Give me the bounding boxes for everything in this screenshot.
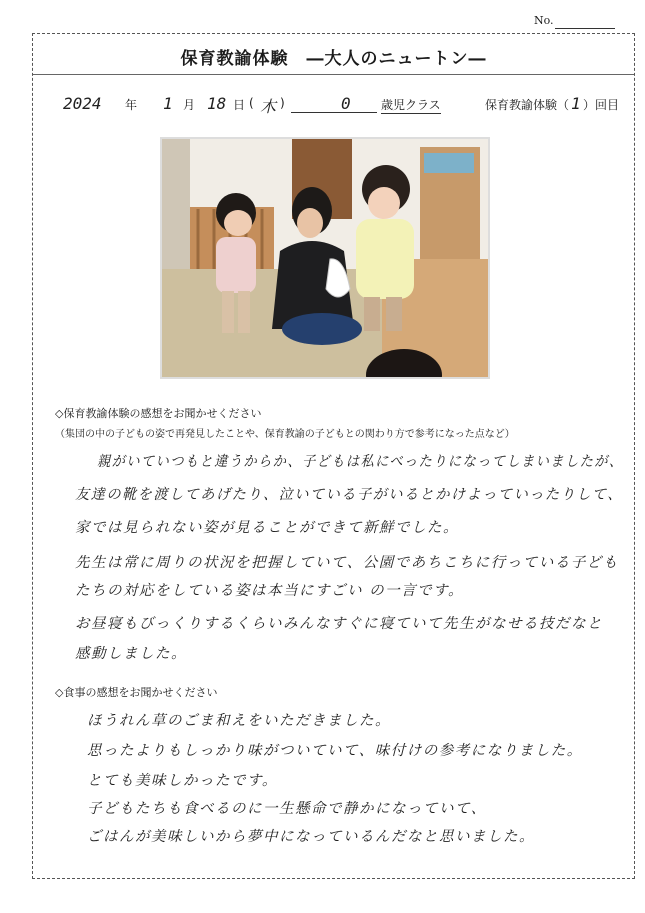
impression-line: たちの対応をしている姿は本当にすごい の一言です。 bbox=[75, 583, 464, 599]
meal-line: 子どもたちも食べるのに一生懸命で静かになっていて、 bbox=[87, 801, 487, 817]
meal-line: とても美味しかったです。 bbox=[87, 773, 278, 789]
experience-suffix: ）回目 bbox=[583, 98, 620, 112]
meal-line: 思ったよりもしっかり味がついていて、味付けの参考になりました。 bbox=[87, 743, 583, 759]
document-title: 保育教諭体験 ―大人のニュートン― bbox=[180, 49, 487, 69]
classroom-photo-illustration bbox=[162, 139, 488, 377]
year-label: 年 bbox=[125, 98, 138, 112]
experience-value: 1 bbox=[571, 94, 581, 113]
year-value: 2024 bbox=[63, 94, 102, 113]
number-underline bbox=[555, 28, 615, 29]
class-label: 歳児クラス bbox=[381, 98, 441, 112]
number-label: No. bbox=[534, 14, 554, 27]
class-blank bbox=[291, 92, 377, 113]
day-value: 18 bbox=[207, 94, 227, 113]
weekday-value: 木 bbox=[260, 97, 277, 116]
month-value: 1 bbox=[163, 94, 173, 113]
classroom-photo bbox=[160, 137, 490, 379]
title-divider bbox=[33, 74, 634, 75]
section-impressions-heading: ◇保育教諭体験の感想をお聞かせください bbox=[55, 407, 262, 420]
meal-line: ほうれん草のごま和えをいただきました。 bbox=[87, 713, 391, 729]
impression-line: 先生は常に周りの状況を把握していて、公園であちこちに行っている子ども bbox=[75, 555, 619, 571]
month-label: 月 bbox=[183, 98, 196, 112]
section-meal-heading: ◇食事の感想をお聞かせください bbox=[55, 686, 218, 699]
meal-line: ごはんが美味しいから夢中になっているんだなと思いました。 bbox=[87, 829, 535, 845]
section-impressions-subheading: （集団の中の子どもの姿で再発見したことや、保育教諭の子どもとの関わり方で参考になった点など） bbox=[55, 429, 515, 440]
impression-line: 友達の靴を渡してあげたり、泣いている子がいるとかけよっていったりして、 bbox=[75, 487, 623, 503]
day-label: 日 bbox=[233, 98, 246, 112]
weekday-open: ( bbox=[249, 96, 254, 110]
experience-label: 保育教諭体験（ bbox=[485, 98, 570, 112]
class-value: 0 bbox=[341, 94, 351, 113]
impression-line: 親がいていつもと違うからか、子どもは私にべったりになってしまいましたが、 bbox=[97, 454, 624, 470]
impression-line: お昼寝もびっくりするくらいみんなすぐに寝ていて先生がなせる技だなと bbox=[75, 616, 603, 632]
form-frame bbox=[32, 33, 635, 879]
impression-line: 感動しました。 bbox=[75, 646, 187, 662]
impression-line: 家では見られない姿が見ることができて新鮮でした。 bbox=[75, 520, 459, 536]
weekday-close: ) bbox=[280, 96, 285, 110]
date-class-row bbox=[59, 92, 619, 116]
